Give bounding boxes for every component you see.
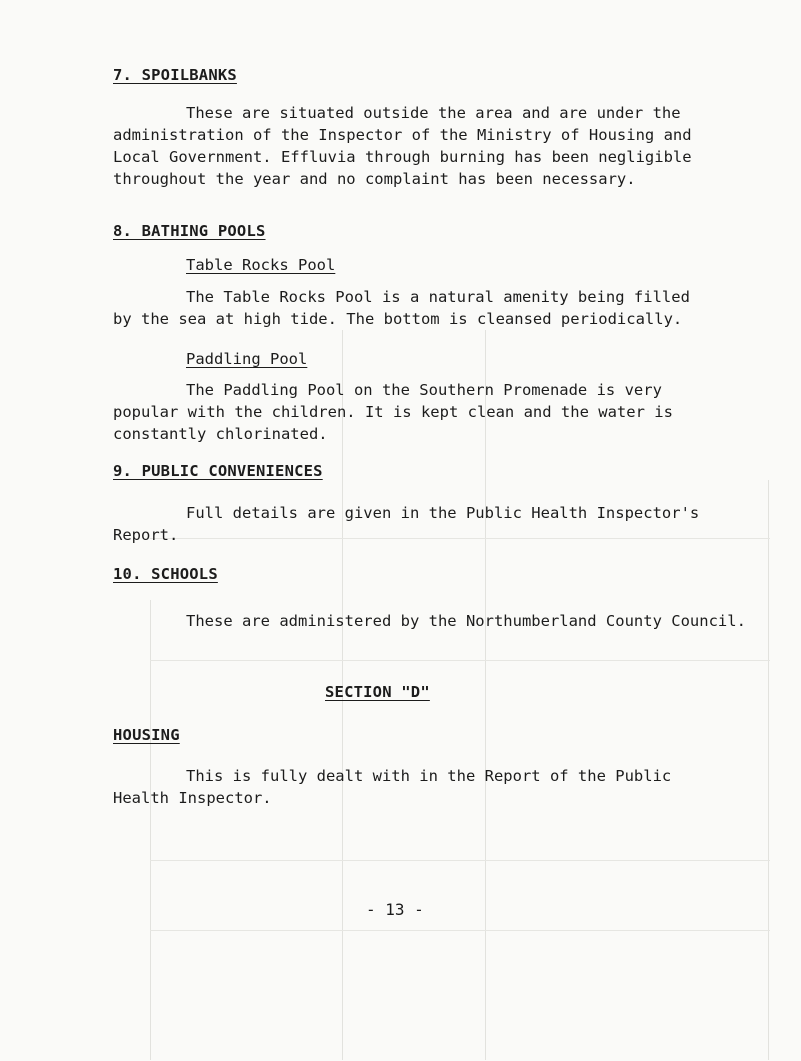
public-conveniences-line-1: Full details are given in the Public Health Inspector's — [186, 504, 700, 522]
table-rocks-line-2: by the sea at high tide. The bottom is cleansed periodically. — [113, 310, 683, 328]
bleed-rule — [150, 660, 770, 661]
paddling-pool-subheading: Paddling Pool — [186, 350, 308, 368]
spoilbanks-line-4: throughout the year and no complaint has been necessary. — [113, 170, 636, 188]
bleed-rule — [768, 480, 769, 1060]
spoilbanks-heading: 7. SPOILBANKS — [113, 66, 237, 84]
public-conveniences-heading: 9. PUBLIC CONVENIENCES — [113, 462, 323, 480]
housing-line-2: Health Inspector. — [113, 789, 272, 807]
bleed-rule — [485, 330, 486, 1060]
table-rocks-subheading: Table Rocks Pool — [186, 256, 336, 274]
table-rocks-line-1: The Table Rocks Pool is a natural amenity being filled — [186, 288, 690, 306]
public-conveniences-line-2: Report. — [113, 526, 179, 544]
bleed-rule — [150, 538, 770, 539]
spoilbanks-line-1: These are situated outside the area and are under the — [186, 104, 681, 122]
section-d-title: SECTION "D" — [325, 683, 430, 701]
bleed-rule — [150, 930, 770, 931]
spoilbanks-line-2: administration of the Inspector of the Ministry of Housing and — [113, 126, 692, 144]
housing-line-1: This is fully dealt with in the Report of the Public — [186, 767, 672, 785]
bleed-rule — [150, 600, 151, 1060]
bathing-pools-heading: 8. BATHING POOLS — [113, 222, 266, 240]
schools-heading: 10. SCHOOLS — [113, 565, 218, 583]
housing-heading: HOUSING — [113, 726, 180, 744]
paddling-pool-line-1: The Paddling Pool on the Southern Promenade is very — [186, 381, 662, 399]
schools-line-1: These are administered by the Northumberland County Council. — [186, 612, 746, 630]
bleed-rule — [150, 860, 770, 861]
spoilbanks-line-3: Local Government. Effluvia through burning has been negligible — [113, 148, 692, 166]
page-number: - 13 - — [366, 900, 424, 919]
paddling-pool-line-2: popular with the children. It is kept clean and the water is — [113, 403, 673, 421]
paddling-pool-line-3: constantly chlorinated. — [113, 425, 328, 443]
